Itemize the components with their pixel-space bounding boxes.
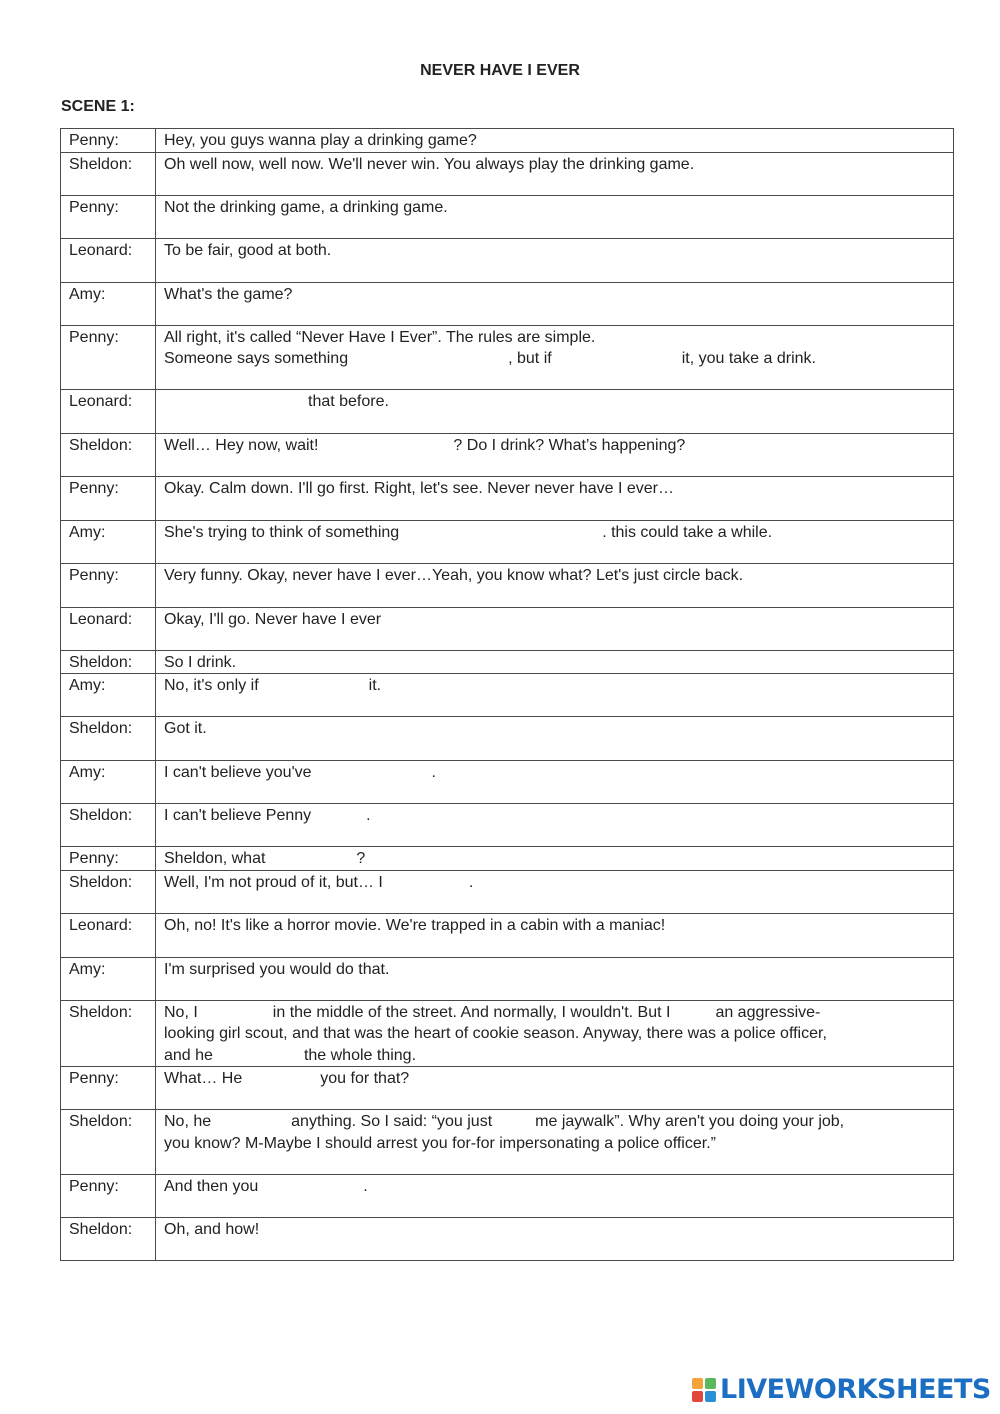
dialogue-line [156, 238, 954, 282]
dialogue-line [156, 563, 954, 607]
dialogue-text: anything. So I said: “you just [291, 1113, 493, 1130]
dialogue-row [61, 847, 954, 871]
speaker-name: Penny: [61, 476, 156, 520]
dialogue-text-line [164, 1219, 945, 1241]
dialogue-line [156, 761, 954, 804]
dialogue-text: . [366, 807, 371, 824]
dialogue-text: , but if [508, 350, 552, 367]
speaker-name: Penny: [61, 563, 156, 607]
speaker-name: Sheldon: [61, 433, 156, 476]
dialogue-text-line [164, 197, 945, 219]
dialogue-text: me jaywalk”. Why aren't you doing your job, [535, 1113, 845, 1130]
dialogue-text: No, he [164, 1113, 212, 1130]
dialogue-text: Well… Hey now, wait! [164, 436, 319, 454]
speaker-name: Penny: [61, 1175, 156, 1218]
dialogue-text: What… He [164, 1070, 243, 1087]
dialogue-text: it, you take a drink. [681, 350, 816, 367]
dialogue-line [156, 717, 954, 761]
speaker-name: Leonard: [61, 607, 156, 650]
logo-square [705, 1378, 716, 1389]
dialogue-row [61, 1175, 954, 1218]
dialogue-line [156, 433, 954, 476]
dialogue-text: Got it. [164, 720, 207, 737]
dialogue-text: . [431, 764, 436, 781]
dialogue-text-line [164, 240, 945, 262]
dialogue-line [156, 389, 954, 433]
dialogue-line [156, 325, 954, 389]
dialogue-line [156, 1110, 954, 1175]
speaker-name: Sheldon: [61, 1000, 156, 1067]
dialogue-row [61, 476, 954, 520]
speaker-name: Penny: [61, 847, 156, 871]
dialogue-text: . [468, 873, 474, 891]
dialogue-text: ? [356, 850, 366, 867]
dialogue-text: Okay, I'll go. Never have I ever [164, 610, 382, 628]
dialogue-text: and he [164, 1046, 213, 1064]
dialogue-text: And then you [164, 1178, 259, 1195]
dialogue-row [61, 282, 954, 325]
dialogue-text-line [164, 478, 945, 500]
speaker-name: Sheldon: [61, 717, 156, 761]
dialogue-line [156, 607, 954, 650]
dialogue-text-line [164, 1111, 945, 1133]
dialogue-text: So I drink. [164, 653, 237, 671]
dialogue-text: Hey, you guys wanna play a drinking game? [164, 132, 477, 149]
dialogue-row [61, 563, 954, 607]
dialogue-row [61, 607, 954, 650]
dialogue-text: Someone says something [164, 350, 349, 367]
dialogue-text-line [164, 609, 945, 631]
dialogue-line [156, 870, 954, 913]
dialogue-text-line [164, 872, 945, 894]
speaker-name: Leonard: [61, 238, 156, 282]
dialogue-text: No, I [164, 1003, 198, 1021]
dialogue-line [156, 847, 954, 871]
dialogue-text: No, it's only if [164, 677, 259, 694]
dialogue-text-line [164, 130, 945, 152]
dialogue-line [156, 129, 954, 153]
dialogue-text: in the middle of the street. And normally, I wouldn't. But I [272, 1003, 671, 1021]
dialogue-line [156, 195, 954, 238]
speaker-name: Amy: [61, 957, 156, 1000]
dialogue-text-line [164, 284, 945, 306]
dialogue-line [156, 957, 954, 1000]
dialogue-text: To be fair, good at both. [164, 241, 332, 259]
dialogue-text-line [164, 805, 945, 827]
dialogue-text: Okay. Calm down. I'll go first. Right, let's see. Never never have I ever… [164, 479, 675, 497]
dialogue-row [61, 957, 954, 1000]
dialogue-row [61, 870, 954, 913]
dialogue-text: I'm surprised you would do that. [164, 960, 390, 978]
dialogue-text: . [363, 1178, 368, 1195]
dialogue-text-line [164, 1002, 945, 1024]
dialogue-row [61, 129, 954, 153]
dialogue-text: All right, it's called “Never Have I Ever”. The rules are simple. [164, 328, 596, 346]
dialogue-text-line [164, 391, 945, 413]
dialogue-row [61, 389, 954, 433]
dialogue-table [60, 128, 954, 1261]
dialogue-row [61, 804, 954, 847]
dialogue-text: Not the drinking game, a drinking game. [164, 198, 448, 216]
dialogue-line [156, 520, 954, 563]
dialogue-row [61, 1110, 954, 1175]
dialogue-row [61, 761, 954, 804]
liveworksheets-logo [692, 1376, 991, 1404]
dialogue-text: . this could take a while. [602, 523, 773, 541]
logo-square [705, 1391, 716, 1402]
dialogue-text-line [164, 522, 945, 544]
dialogue-text: Well, I'm not proud of it, but… I [164, 873, 383, 891]
speaker-name: Sheldon: [61, 870, 156, 913]
dialogue-text: an aggressive- [715, 1003, 821, 1021]
dialogue-text: Very funny. Okay, never have I ever…Yeah, you know what? Let's just circle back. [164, 566, 744, 584]
dialogue-row [61, 650, 954, 674]
dialogue-text-line [164, 915, 945, 937]
dialogue-line [156, 1000, 954, 1067]
dialogue-row [61, 520, 954, 563]
speaker-name: Penny: [61, 325, 156, 389]
dialogue-text: What's the game? [164, 285, 293, 303]
dialogue-text: it. [368, 677, 382, 694]
dialogue-row [61, 325, 954, 389]
dialogue-line [156, 804, 954, 847]
dialogue-row [61, 238, 954, 282]
dialogue-text: Oh, no! It's like a horror movie. We're trapped in a cabin with a maniac! [164, 916, 666, 934]
scene-heading: SCENE 1: [61, 98, 135, 115]
speaker-name: Sheldon: [61, 804, 156, 847]
dialogue-text-line [164, 959, 945, 981]
speaker-name: Leonard: [61, 389, 156, 433]
dialogue-row [61, 433, 954, 476]
dialogue-text-line [164, 1176, 945, 1198]
dialogue-text-line [164, 435, 945, 457]
dialogue-text-line [164, 652, 945, 674]
dialogue-text-line [164, 1045, 945, 1067]
dialogue-row [61, 1067, 954, 1110]
dialogue-line [156, 1175, 954, 1218]
dialogue-text-line [164, 675, 945, 697]
logo-mark-icon [692, 1378, 716, 1402]
speaker-name: Sheldon: [61, 650, 156, 674]
dialogue-text: She's trying to think of something [164, 523, 400, 541]
document-title: NEVER HAVE I EVER [420, 62, 580, 79]
speaker-name: Sheldon: [61, 1218, 156, 1261]
dialogue-text: Oh, and how! [164, 1221, 260, 1238]
speaker-name: Amy: [61, 674, 156, 717]
dialogue-row [61, 195, 954, 238]
speaker-name: Penny: [61, 129, 156, 153]
dialogue-row [61, 1218, 954, 1261]
dialogue-line [156, 476, 954, 520]
speaker-name: Sheldon: [61, 152, 156, 195]
dialogue-text-line [164, 348, 945, 370]
dialogue-text: looking girl scout, and that was the heart of cookie season. Anyway, there was a police officer, [164, 1025, 827, 1042]
dialogue-text: Oh well now, well now. We'll never win. You always play the drinking game. [164, 155, 695, 173]
dialogue-text-line [164, 1023, 945, 1045]
dialogue-text-line [164, 718, 945, 740]
dialogue-text: the whole thing. [303, 1046, 417, 1064]
dialogue-line [156, 152, 954, 195]
speaker-name: Penny: [61, 1067, 156, 1110]
dialogue-text: you for that? [320, 1070, 410, 1087]
speaker-name: Amy: [61, 282, 156, 325]
dialogue-line [156, 1218, 954, 1261]
dialogue-text: that before. [308, 392, 389, 410]
dialogue-row [61, 1000, 954, 1067]
dialogue-text-line [164, 1133, 945, 1155]
dialogue-text: I can't believe you've [164, 764, 312, 781]
logo-square [692, 1378, 703, 1389]
dialogue-text-line [164, 565, 945, 587]
dialogue-line [156, 913, 954, 957]
dialogue-text-line [164, 1068, 945, 1090]
logo-text: LIVEWORKSHEETS [720, 1374, 991, 1405]
dialogue-text-line [164, 762, 945, 784]
speaker-name: Amy: [61, 520, 156, 563]
dialogue-text-line [164, 848, 945, 870]
dialogue-line [156, 650, 954, 674]
dialogue-row [61, 913, 954, 957]
dialogue-text-line [164, 327, 945, 349]
dialogue-row [61, 674, 954, 717]
dialogue-row [61, 717, 954, 761]
speaker-name: Penny: [61, 195, 156, 238]
dialogue-text: ? Do I drink? What’s happening? [453, 436, 686, 454]
dialogue-text: I can't believe Penny [164, 807, 312, 824]
logo-square [692, 1391, 703, 1402]
dialogue-line [156, 1067, 954, 1110]
dialogue-text: you know? M-Maybe I should arrest you for-for impersonating a police officer.” [164, 1134, 716, 1152]
speaker-name: Amy: [61, 761, 156, 804]
dialogue-body [61, 129, 954, 1261]
dialogue-line [156, 674, 954, 717]
dialogue-text: Sheldon, what [164, 850, 266, 867]
dialogue-line [156, 282, 954, 325]
dialogue-text-line [164, 154, 945, 176]
speaker-name: Leonard: [61, 913, 156, 957]
speaker-name: Sheldon: [61, 1110, 156, 1175]
dialogue-row [61, 152, 954, 195]
